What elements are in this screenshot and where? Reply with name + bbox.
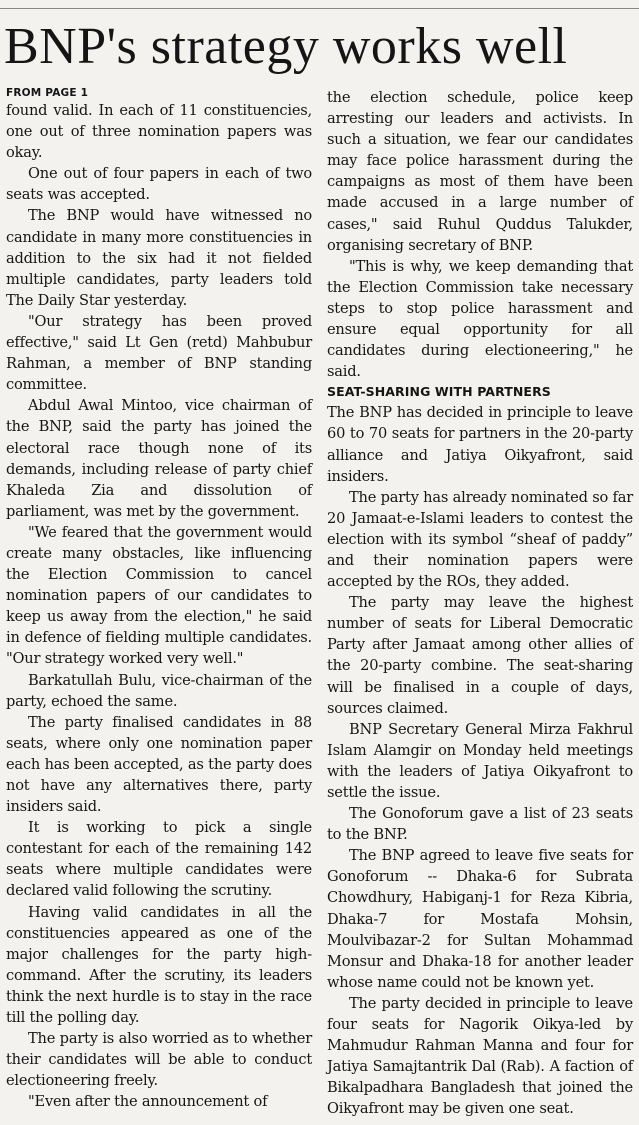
paragraph: The party decided in principle to leave four seats for Nagorik Oikya-led by Mahmudur Rahman Manna and four for Jatiya Samajtantrik Dal (Rab). A faction of Bikalpadhara Bangladesh that joined the Oikyafront may be given one seat. <box>327 994 633 1118</box>
paragraph: "Our strategy has been proved effective," said Lt Gen (retd) Mahbubur Rahman, a member of BNP standing committee. <box>6 312 312 394</box>
paragraph: found valid. In each of 11 constituencies, one out of three nomination papers was okay. <box>6 102 312 162</box>
paragraph: It is working to pick a single contestant for each of the remaining 142 seats where multiple candidates were declared valid following the scrutiny. <box>6 819 312 900</box>
paragraph: The party may leave the highest number of seats for Liberal Democratic Party after Jamaat among other allies of the 20-party combine. The seat-sharing will be finalised in a couple of days, sources claimed. <box>327 594 633 717</box>
right-column <box>327 87 633 1120</box>
paragraph: "This is why, we keep demanding that the Election Commission take necessary steps to stop police harassment and ensure equal opportunity for all candidates during electioneering," he said. <box>327 257 633 381</box>
paragraph: The Gonoforum gave a list of 23 seats to the BNP. <box>327 805 633 844</box>
paragraph: the election schedule, police keep arresting our leaders and activists. In such a situation, we fear our candidates may face police harassment during the campaigns as most of them have been made accused in a large number of cases," said Ruhul Quddus Talukder, organising secretary of BNP. <box>327 89 633 254</box>
paragraph: The BNP has decided in principle to leave 60 to 70 seats for partners in the 20-party alliance and Jatiya Oikyafront, said insiders. <box>327 404 633 485</box>
paragraph: Barkatullah Bulu, vice-chairman of the party, echoed the same. <box>6 671 312 710</box>
paragraph: Abdul Awal Mintoo, vice chairman of the BNP, said the party has joined the electoral race though none of its demands, including release of party chief Khaleda Zia and dissolution of parliament, was met by the government. <box>6 397 312 520</box>
paragraph: The party finalised candidates in 88 seats, where only one nomination paper each has been accepted, as the party does not have any alternatives there, party insiders said. <box>6 713 312 816</box>
headline: BNP's strategy works well <box>4 18 568 75</box>
paragraph: "Even after the announcement of <box>28 1093 268 1111</box>
paragraph: Having valid candidates in all the constituencies appeared as one of the major challenges for the party high-command. After the scrutiny, its leaders think the next hurdle is to stay in the race till the polling day. <box>6 903 312 1027</box>
paragraph: The BNP would have witnessed no candidate in many more constituencies in addition to the six had it not fielded multiple candidates, party leaders told The Daily Star yesterday. <box>6 207 312 309</box>
paragraph: The party has already nominated so far 20 Jamaat-e-Islami leaders to contest the election with its symbol “sheaf of paddy” and their nomination papers were accepted by the ROs, they added. <box>327 488 633 591</box>
paragraph: BNP Secretary General Mirza Fakhrul Islam Alamgir on Monday held meetings with the leaders of Jatiya Oikyafront to settle the issue. <box>327 720 633 801</box>
paragraph: One out of four papers in each of two seats was accepted. <box>6 165 312 204</box>
section-subhead: SEAT-SHARING WITH PARTNERS <box>327 384 551 400</box>
left-column <box>6 86 312 1113</box>
paragraph: The party is also worried as to whether their candidates will be able to conduct electioneering freely. <box>6 1030 312 1090</box>
top-rule <box>0 8 639 9</box>
paragraph: "We feared that the government would create many obstacles, like influencing the Election Commission to cancel nomination papers of our candidates to keep us away from the election," he said in defence of fielding multiple candidates. "Our strategy worked very well." <box>6 523 312 668</box>
paragraph: The BNP agreed to leave five seats for Gonoforum -- Dhaka-6 for Subrata Chowdhury, Habiganj-1 for Reza Kibria, Dhaka-7 for Mostafa Mohsin, Moulvibazar-2 for Sultan Mohammad Monsur and Dhaka-18 for another leader whose name could not be known yet. <box>327 847 633 991</box>
kicker: FROM PAGE 1 <box>6 87 89 99</box>
